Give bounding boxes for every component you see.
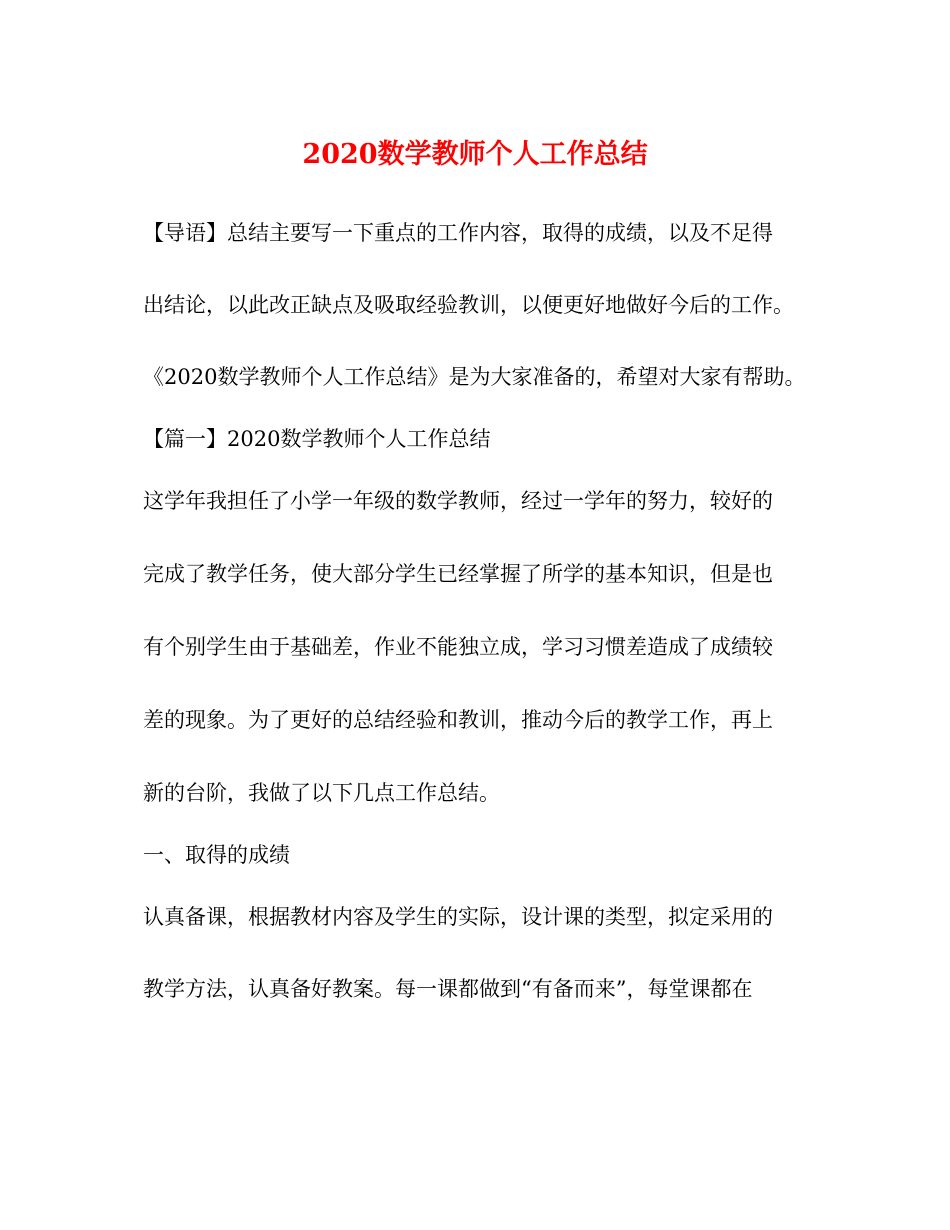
paragraph-line: 新的台阶，我做了以下几点工作总结。 <box>143 781 500 805</box>
paragraph-line: 【导语】总结主要写一下重点的工作内容，取得的成绩，以及不足得 <box>143 221 773 245</box>
paragraph-line: 《2020数学教师个人工作总结》是为大家准备的，希望对大家有帮助。 <box>143 365 806 389</box>
section-heading: 一、取得的成绩 <box>143 843 290 867</box>
paragraph-line: 这学年我担任了小学一年级的数学教师，经过一学年的努力，较好的 <box>143 489 773 513</box>
paragraph-line: 认真备课，根据教材内容及学生的实际，设计课的类型，拟定采用的 <box>143 905 773 929</box>
section-heading: 【篇一】2020数学教师个人工作总结 <box>143 427 491 451</box>
document-title: 2020数学教师个人工作总结 <box>302 139 648 170</box>
paragraph-line: 教学方法，认真备好教案。每一课都做到“有备而来”，每堂课都在 <box>143 977 753 1001</box>
paragraph-line: 出结论，以此改正缺点及吸取经验教训，以便更好地做好今后的工作。 <box>143 293 794 317</box>
paragraph-line: 有个别学生由于基础差，作业不能独立成，学习习惯差造成了成绩较 <box>143 635 773 659</box>
paragraph-line: 完成了教学任务，使大部分学生已经掌握了所学的基本知识，但是也 <box>143 562 773 586</box>
paragraph-line: 差的现象。为了更好的总结经验和教训，推动今后的教学工作，再上 <box>143 708 773 732</box>
